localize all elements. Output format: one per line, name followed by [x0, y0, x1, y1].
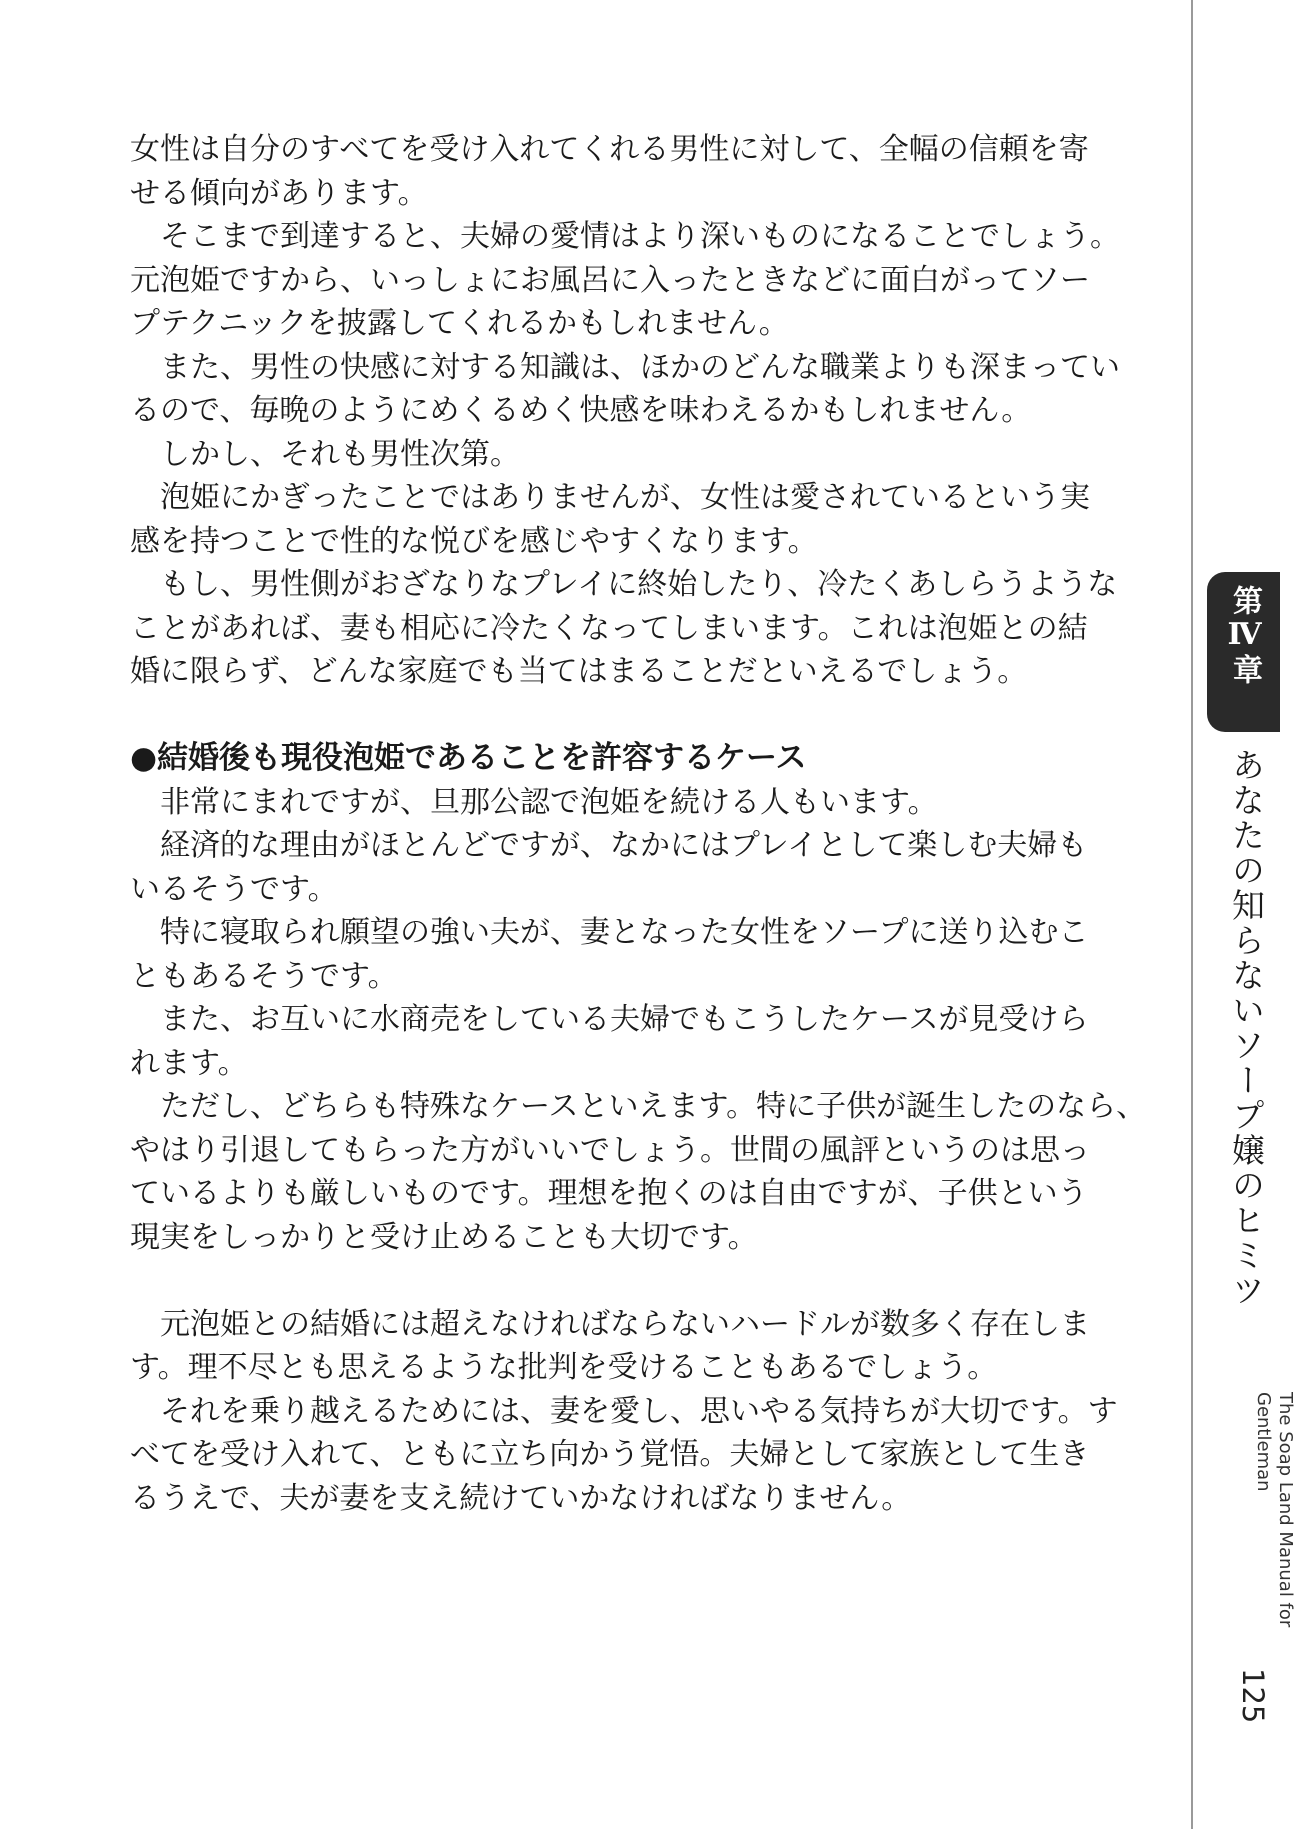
body-text [130, 128, 1147, 1520]
text-line: べてを受け入れて、ともに立ち向かう覚悟。夫婦として家族として生き [130, 1437, 1090, 1472]
text-line: 経済的な理由がほとんどですが、なかにはプレイとして楽しむ夫婦も [160, 828, 1088, 863]
text-line: 泡姫にかぎったことではありませんが、女性は愛されているという実 [160, 480, 1090, 515]
margin-divider [1191, 0, 1193, 1829]
text-line: せる傾向があります。 [130, 175, 428, 211]
text-line: 非常にまれですが、旦那公認で泡姫を続ける人もいます。 [160, 784, 938, 820]
text-line: 女性は自分のすべてを受け入れてくれる男性に対して、全幅の信頼を寄 [130, 132, 1089, 167]
text-line: いるそうです。 [130, 871, 338, 907]
text-line: 感を持つことで性的な悦びを感じやすくなります。 [130, 523, 818, 559]
text-line: るので、毎晩のようにめくるめく快感を味わえるかもしれません。 [130, 393, 1032, 428]
text-line: 元泡姫ですから、いっしょにお風呂に入ったときなどに面白がってソー [130, 262, 1090, 298]
text-line: もし、男性側がおざなりなプレイに終始したり、冷たくあしらうような [160, 567, 1118, 602]
text-line: 特に寝取られ願望の強い夫が、妻となった女性をソープに送り込むこ [160, 915, 1089, 950]
paragraph-gap [130, 694, 1140, 738]
text-line: 婚に限らず、どんな家庭でも当てはまることだといえるでしょう。 [130, 654, 1028, 689]
paragraph-gap [130, 1259, 1140, 1303]
text-line: ともあるそうです。 [130, 958, 398, 994]
text-line: それを乗り越えるためには、妻を愛し、思いやる気持ちが大切です。す [160, 1393, 1118, 1429]
text-line: やはり引退してもらった方がいいでしょう。世間の風評というのは思っ [130, 1132, 1090, 1168]
text-line: れます。 [130, 1045, 248, 1081]
text-line: また、男性の快感に対する知識は、ほかのどんな職業よりも深まってい [160, 349, 1120, 385]
book-title: The Soap Land Manual for Gentleman [1253, 1392, 1296, 1628]
text-line: しかし、それも男性次第。 [160, 436, 520, 472]
chapter-title: あなたの知らないソープ嬢のヒミツ [1227, 748, 1266, 1308]
text-line: プテクニックを披露してくれるかもしれません。 [130, 306, 789, 341]
text-line: す。理不尽とも思えるような批判を受けることもあるでしょう。 [130, 1350, 998, 1385]
text-line: そこまで到達すると、夫婦の愛情はより深いものになることでしょう。 [160, 219, 1120, 254]
text-line: 元泡姫との結婚には超えなければならないハードルが数多く存在しま [160, 1306, 1090, 1342]
text-line: 現実をしっかりと受け止めることも大切です。 [130, 1219, 758, 1255]
text-line: ことがあれば、妻も相応に冷たくなってしまいます。これは泡姫との結 [130, 610, 1088, 646]
text-line: ただし、どちらも特殊なケースといえます。特に子供が誕生したのなら、 [160, 1089, 1147, 1124]
page-number: 125 [1236, 1668, 1270, 1724]
text-line: ているよりも厳しいものです。理想を抱くのは自由ですが、子供という [130, 1176, 1088, 1211]
text-line: また、お互いに水商売をしている夫婦でもこうしたケースが見受けら [160, 1002, 1089, 1037]
chapter-label: 第Ⅳ章 [1227, 585, 1262, 686]
text-line: るうえで、夫が妻を支え続けていかなければなりません。 [130, 1480, 912, 1516]
section-heading: ●結婚後も現役泡姫であることを許容するケース [130, 740, 807, 776]
